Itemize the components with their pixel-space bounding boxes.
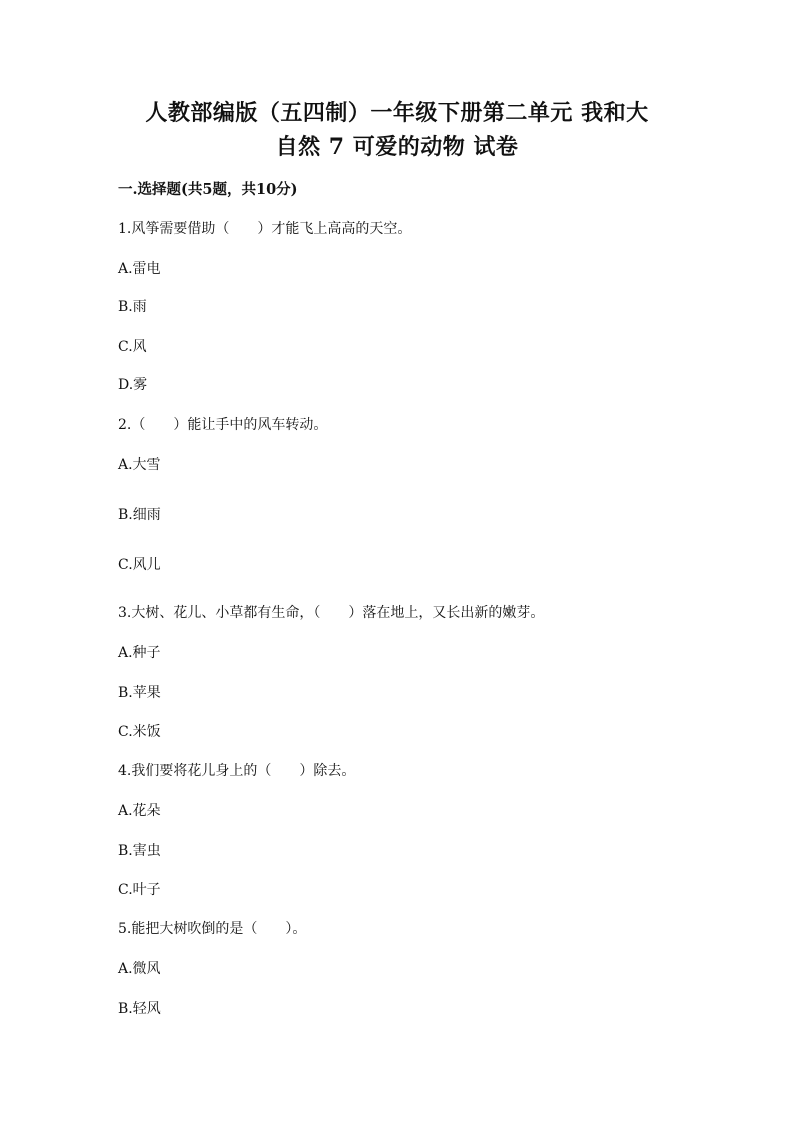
question-5-stem: 5.能把大树吹倒的是（ ）。: [118, 921, 307, 937]
question-3-option-b: B.苹果: [118, 685, 161, 701]
question-2-stem: 2.（ ）能让手中的风车转动。: [118, 417, 328, 433]
page-title-line-1: 人教部编版（五四制）一年级下册第二单元 我和大: [145, 100, 649, 126]
question-1-option-a: A.雷电: [118, 261, 161, 277]
section-heading: 一.选择题(共5题，共10分): [118, 181, 298, 198]
question-3-stem: 3.大树、花儿、小草都有生命，（ ）落在地上，又长出新的嫩芽。: [118, 605, 545, 621]
question-1-option-b: B.雨: [118, 299, 147, 315]
question-1-option-d: D.雾: [118, 377, 148, 393]
question-2-option-a: A.大雪: [118, 457, 161, 473]
question-5-option-b: B.轻风: [118, 1001, 161, 1017]
question-5-option-a: A.微风: [118, 961, 161, 977]
question-1-stem: 1.风筝需要借助（ ）才能飞上高高的天空。: [118, 221, 412, 237]
question-3-option-a: A.种子: [118, 645, 161, 661]
question-2-option-c: C.风儿: [118, 557, 161, 573]
page-title-line-2: 自然 7 可爱的动物 试卷: [275, 134, 519, 160]
question-4-option-a: A.花朵: [118, 803, 161, 819]
question-2-option-b: B.细雨: [118, 507, 161, 523]
question-1-option-c: C.风: [118, 339, 147, 355]
question-4-option-b: B.害虫: [118, 843, 161, 859]
question-4-option-c: C.叶子: [118, 882, 161, 898]
question-3-option-c: C.米饭: [118, 724, 161, 740]
question-4-stem: 4.我们要将花儿身上的（ ）除去。: [118, 763, 356, 779]
